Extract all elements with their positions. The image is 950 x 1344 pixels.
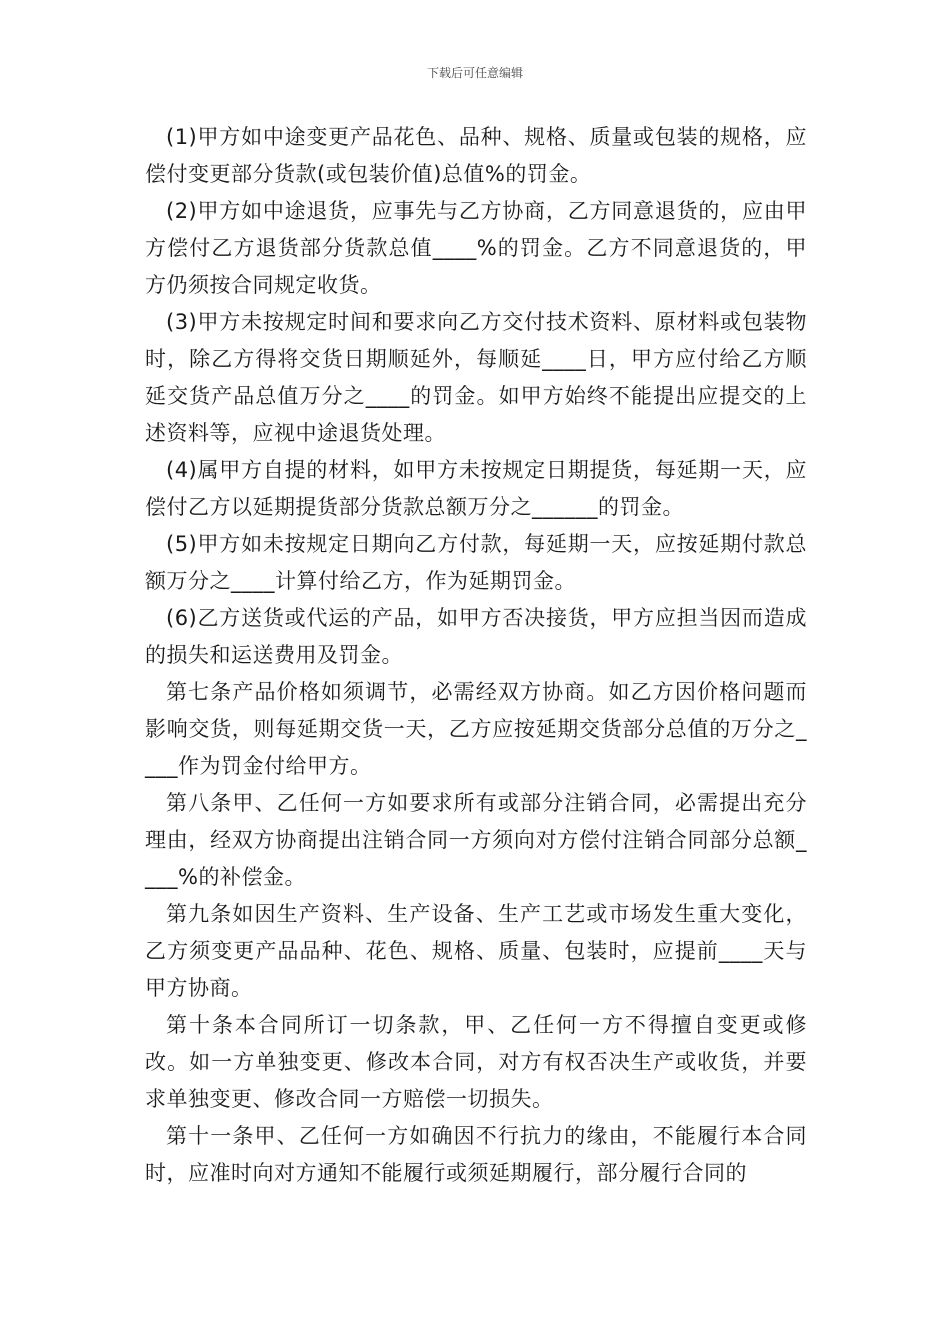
clause-paragraph: 第十一条甲、乙任何一方如确因不行抗力的缘由，不能履行本合同时，应准时向对方通知不能履行或须延期履行，部分履行合同的 [145,1124,807,1185]
clause-paragraph: (1)甲方如中途变更产品花色、品种、规格、质量或包装的规格，应偿付变更部分货款(或包装价值)总值%的罚金。 [145,125,807,186]
header-note: 下载后可任意编辑 [426,66,523,80]
clause-paragraph: (3)甲方未按规定时间和要求向乙方交付技术资料、原材料或包装物时，除乙方得将交货日期顺延外，每顺延____日，甲方应付给乙方顺延交货产品总值万分之____的罚金。如甲方始终不能提出应提交的上述资料等，应视中途退货处理。 [145,310,807,445]
clause-paragraph: 第八条甲、乙任何一方如要求所有或部分注销合同，必需提出充分理由，经双方协商提出注销合同一方须向对方偿付注销合同部分总额____%的补偿金。 [145,791,807,889]
clause-paragraph: (2)甲方如中途退货，应事先与乙方协商，乙方同意退货的，应由甲方偿付乙方退货部分货款总值____%的罚金。乙方不同意退货的，甲方仍须按合同规定收货。 [145,199,807,297]
clause-paragraph: 第九条如因生产资料、生产设备、生产工艺或市场发生重大变化，乙方须变更产品品种、花色、规格、质量、包装时，应提前____天与甲方协商。 [145,902,807,1000]
clause-paragraph: 第七条产品价格如须调节，必需经双方协商。如乙方因价格问题而影响交货，则每延期交货一天，乙方应按延期交货部分总值的万分之____作为罚金付给甲方。 [145,680,807,778]
clause-paragraph: (5)甲方如未按规定日期向乙方付款，每延期一天，应按延期付款总额万分之____计算付给乙方，作为延期罚金。 [145,532,807,593]
document-body [145,119,807,1192]
page-header [0,64,950,82]
clause-paragraph: (4)属甲方自提的材料，如甲方未按规定日期提货，每延期一天，应偿付乙方以延期提货部分货款总额万分之______的罚金。 [145,458,807,519]
clause-paragraph: (6)乙方送货或代运的产品，如甲方否决接货，甲方应担当因而造成的损失和运送费用及罚金。 [145,606,807,667]
clause-paragraph: 第十条本合同所订一切条款，甲、乙任何一方不得擅自变更或修改。如一方单独变更、修改本合同，对方有权否决生产或收货，并要求单独变更、修改合同一方赔偿一切损失。 [145,1013,807,1111]
